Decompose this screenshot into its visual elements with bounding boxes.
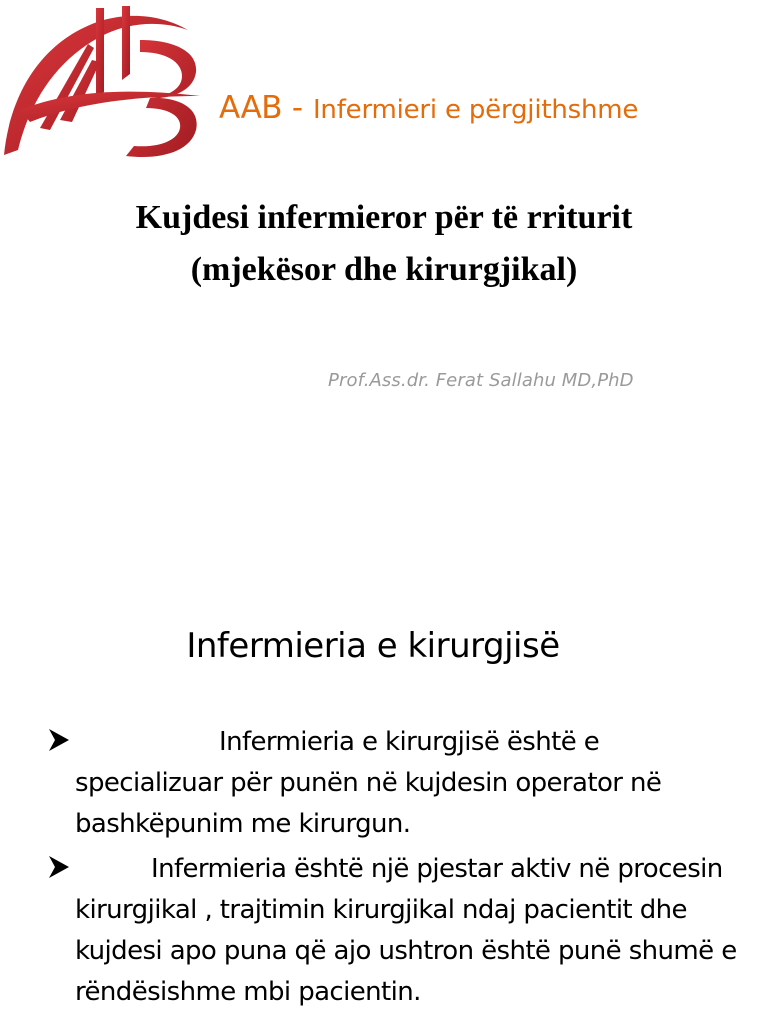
bullet-text: Infermieria është një pjestar aktiv në procesin kirurgjikal , trajtimin kirurgjikal ndaj pacientit dhe kujdesi apo puna që ajo ushtron është punë shumë e rëndësishme mbi pacientin. (75, 854, 737, 1007)
author-name: Prof.Ass.dr. Ferat Sallahu MD,PhD (328, 370, 634, 391)
arrowhead-bullet-icon (48, 854, 70, 880)
title-line-1: Kujdesi infermieror për të rriturit (135, 199, 633, 236)
institution-abbreviation: AAB (219, 90, 283, 126)
header-separator: - (282, 90, 313, 126)
section-title: Infermieria e kirurgjisë (186, 626, 560, 666)
institution-header (219, 90, 638, 126)
bullet-text: Infermieria e kirurgjisë është e specializuar për punën në kujdesin operator në bashkëpunim me kirurgun. (75, 727, 662, 839)
list-item (48, 722, 748, 845)
page-title (0, 192, 768, 296)
aab-logo (0, 0, 210, 165)
list-item (48, 849, 748, 1013)
title-line-2: (mjekësor dhe kirurgjikal) (190, 251, 578, 288)
program-name: Infermieri e përgjithshme (312, 95, 639, 125)
bullet-list (48, 722, 748, 1017)
arrowhead-bullet-icon (48, 727, 70, 753)
